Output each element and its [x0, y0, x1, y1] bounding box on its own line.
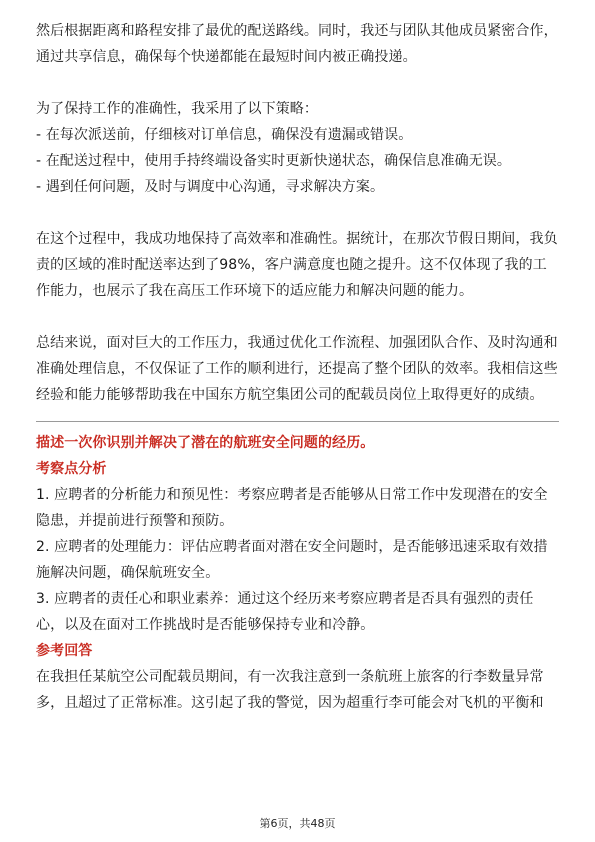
document-page: [36, 18, 559, 716]
paragraph-route-planning: 然后根据距离和路程安排了最优的配送路线。同时，我还与团队其他成员紧密合作，通过共享信息，确保每个快递都能在最短时间内被正确投递。: [36, 23, 558, 65]
strategy-item-1: - 在每次派送前，仔细核对订单信息，确保没有遗漏或错误。: [36, 127, 413, 143]
analysis-heading: 考察点分析: [36, 461, 107, 477]
answer-heading: 参考回答: [36, 643, 93, 659]
paragraph-summary: 总结来说，面对巨大的工作压力，我通过优化工作流程、加强团队合作、及时沟通和准确处理信息，不仅保证了工作的顺利进行，还提高了整个团队的效率。我相信这些经验和能力能够帮助我在中国东方航空集团公司的配载员岗位上取得更好的成绩。: [36, 335, 558, 403]
section-divider: [36, 421, 559, 422]
strategy-item-3: - 遇到任何问题，及时与调度中心沟通，寻求解决方案。: [36, 179, 385, 195]
analysis-point-2: 2. 应聘者的处理能力：评估应聘者面对潜在安全问题时，是否能够迅速采取有效措施解决问题，确保航班安全。: [36, 539, 548, 581]
page-number: 第6页，共48页: [259, 817, 336, 830]
analysis-point-3: 3. 应聘者的责任心和职业素养：通过这个经历来考察应聘者是否具有强烈的责任心，以及在面对工作挑战时是否能够保持专业和冷静。: [36, 591, 534, 633]
paragraph-results: 在这个过程中，我成功地保持了高效率和准确性。据统计，在那次节假日期间，我负责的区域的准时配送率达到了98%，客户满意度也随之提升。这不仅体现了我的工作能力，也展示了我在高压工作环境下的适应能力和解决问题的能力。: [36, 231, 558, 299]
analysis-point-1: 1. 应聘者的分析能力和预见性：考察应聘者是否能够从日常工作中发现潜在的安全隐患，并提前进行预警和预防。: [36, 487, 548, 529]
question-title: 描述一次你识别并解决了潜在的航班安全问题的经历。: [36, 435, 375, 451]
paragraph-strategy-intro: 为了保持工作的准确性，我采用了以下策略：: [36, 101, 318, 117]
answer-paragraph: 在我担任某航空公司配载员期间，有一次我注意到一条航班上旅客的行李数量异常多，且超过了正常标准。这引起了我的警觉，因为超重行李可能会对飞机的平衡和: [36, 669, 544, 711]
strategy-item-2: - 在配送过程中，使用手持终端设备实时更新快递状态，确保信息准确无误。: [36, 153, 511, 169]
